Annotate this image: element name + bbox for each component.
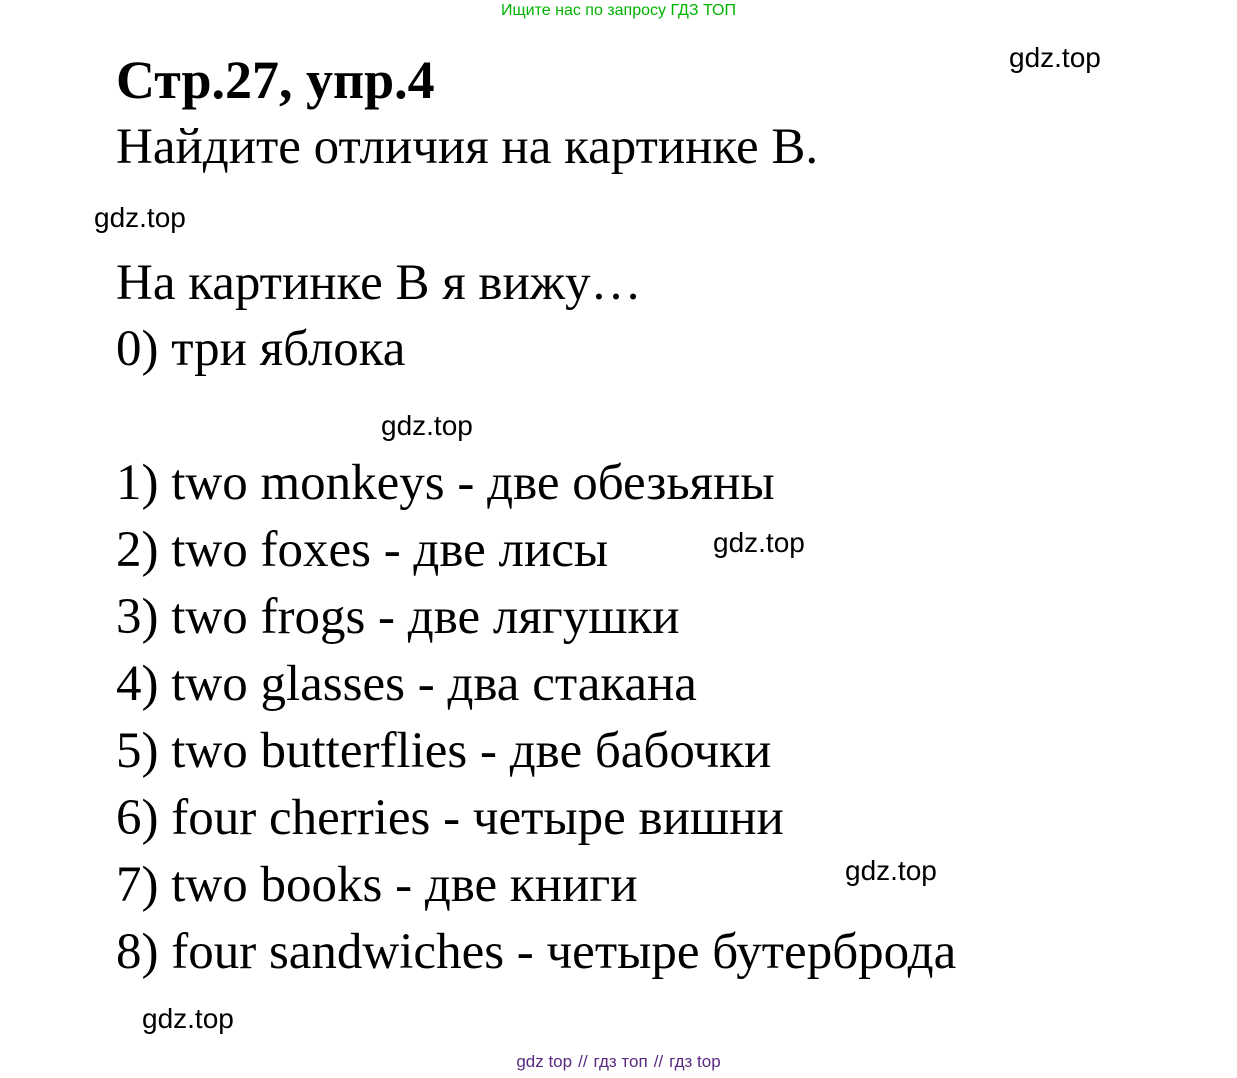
watermark: gdz.top	[1009, 42, 1101, 73]
answer-item: 3) two frogs - две лягушки	[116, 589, 680, 645]
answer-item: 2) two foxes - две лисы	[116, 522, 609, 578]
footer-separator: //	[578, 1052, 588, 1071]
answer-item: 8) four sandwiches - четыре бутерброда	[116, 924, 957, 980]
top-banner-link[interactable]: Ищите нас по запросу ГДЗ ТОП	[501, 2, 736, 19]
watermark: gdz.top	[713, 527, 805, 558]
watermark: gdz.top	[381, 410, 473, 441]
footer-link[interactable]: гдз топ	[593, 1052, 648, 1071]
watermark: gdz.top	[94, 202, 186, 233]
footer-links	[0, 1052, 1237, 1072]
footer-link[interactable]: gdz top	[516, 1052, 573, 1071]
example-answer: 0) три яблока	[116, 321, 406, 377]
footer-link[interactable]: гдз top	[669, 1052, 721, 1071]
answer-item: 1) two monkeys - две обезьяны	[116, 455, 775, 511]
task-text: Найдите отличия на картинке B.	[116, 119, 819, 175]
answer-item: 7) two books - две книги	[116, 857, 638, 913]
intro-text: На картинке B я вижу…	[116, 255, 642, 311]
footer-separator: //	[653, 1052, 664, 1071]
answer-item: 4) two glasses - два стакана	[116, 656, 697, 712]
watermark: gdz.top	[142, 1003, 234, 1034]
watermark: gdz.top	[845, 855, 937, 886]
page-title: Стр.27, упр.4	[116, 50, 435, 110]
answer-item: 5) two butterflies - две бабочки	[116, 723, 772, 779]
answer-item: 6) four cherries - четыре вишни	[116, 790, 784, 846]
